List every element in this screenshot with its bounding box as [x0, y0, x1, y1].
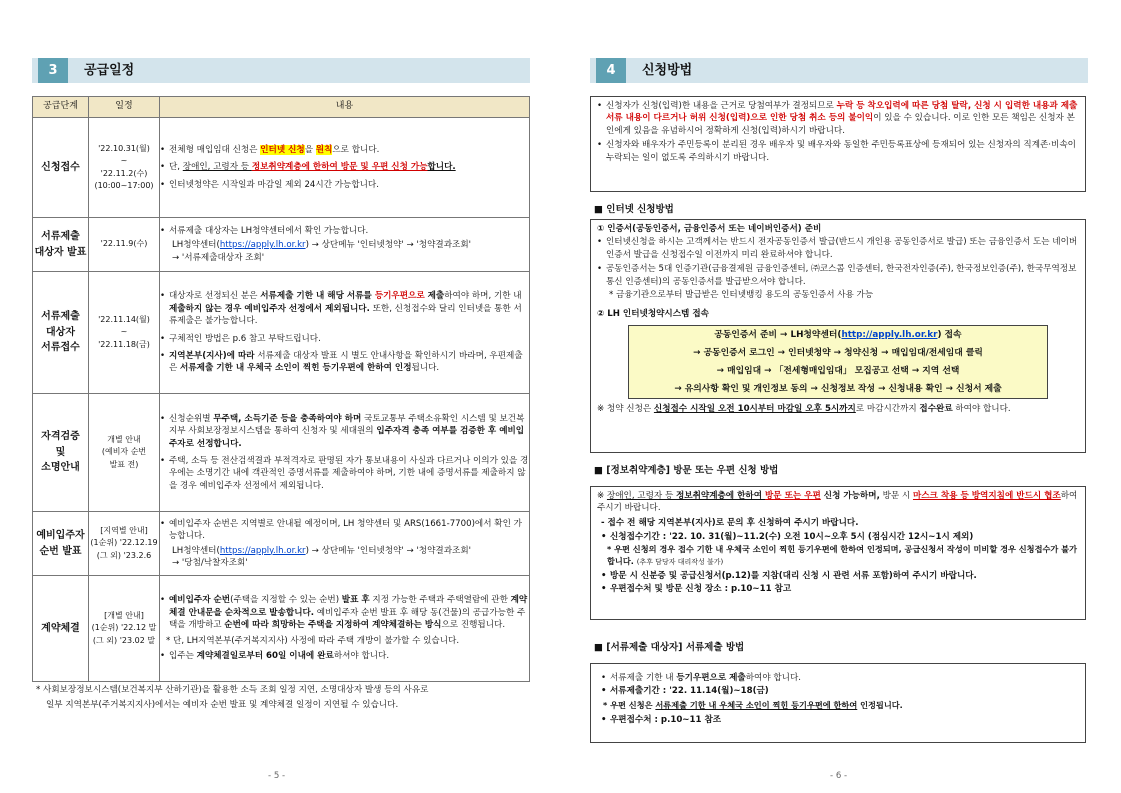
list-item: • 신청접수기간 : '22. 10. 31(월)~11.2(수) 오전 10시~오후 5시 (점심시간 12시~1시 제외)	[601, 531, 1079, 543]
list-item: • 신청자와 배우자가 주민등록이 분리된 경우 배우자 및 배우자와 동일한 주민등록표상에 등재되어 있는 신청자의 직계존·비속이 누락되는 일이 없도록 주의하시기 바랍니다.	[597, 139, 1079, 164]
date-text: (그 외) '23.2.6	[96, 550, 152, 560]
date-text: 개별 안내	[107, 434, 141, 444]
date-text: '22.10.31(월)	[98, 143, 150, 153]
date-cell	[89, 218, 160, 272]
stage-label: 예비입주자	[36, 530, 85, 541]
list-item: • 대상자로 선정되신 분은 서류제출 기한 내 해당 서류를 등기우편으로 제출하여야 하며, 기한 내 제출하지 않는 경우 예비입주자 선정에서 제외됩니다. 또한, 신청접수와 달리 인터넷을 통한 서류제출은 불가능합니다.	[160, 290, 529, 327]
stage-label: 서류제출	[41, 311, 80, 323]
lh-link[interactable]: http://apply.lh.or.kr	[841, 330, 938, 341]
date-text: [지역별 안내]	[100, 525, 148, 535]
lh-link[interactable]: https://apply.lh.or.kr	[219, 240, 306, 251]
content-cell	[160, 272, 530, 394]
flow-line: → 유의사항 확인 및 개인정보 동의 → 신청정보 작성 → 신청내용 확인 → 신청서 제출	[674, 384, 1002, 395]
table-row	[33, 118, 530, 218]
visit-note: ※ 장애인, 고령자 등 정보취약계층에 한하여 방문 또는 우편 신청 가능하며, 방문 시 마스크 착용 등 방역지침에 반드시 협조하여 주시기 바랍니다.	[597, 491, 1078, 514]
section-title: 공급일정	[84, 63, 135, 78]
flow-line: → 공동인증서 로그인 → 인터넷청약 → 청약신청 → 매입임대/전세임대 클릭	[693, 348, 983, 359]
table-header-row	[33, 97, 530, 118]
list-item: • 인터넷신청을 하시는 고객께서는 반드시 전자공동인증서 발급(반드시 개인용 공동인증서로 발급) 또는 금융인증서 도는 네이버인증서 발급을 신청접수일 이전까지 미리 완료하셔야 합니다.	[597, 236, 1079, 261]
docs-heading: ■ [서류제출 대상자] 서류제출 방법	[594, 642, 745, 653]
table-row	[33, 512, 530, 576]
date-text: (1순위) '22.12.19	[90, 538, 158, 548]
date-text: ~	[120, 156, 128, 166]
sub-line: → '당첨/낙찰자조회'	[172, 557, 248, 568]
sub-line: → '서류제출대상자 조회'	[172, 252, 265, 263]
content-cell	[160, 394, 530, 512]
stage-cell	[33, 512, 89, 576]
stage-label: 및	[55, 446, 66, 458]
stage-cell	[33, 118, 89, 218]
visit-line: - 접수 전 해당 지역본부(지사)로 문의 후 신청하여 주시기 바랍니다.	[601, 517, 859, 528]
date-text: ~	[120, 327, 128, 337]
date-text: '22.11.9(수)	[100, 239, 148, 249]
flow-line: 공동인증서 준비 → LH청약센터(http://apply.lh.or.kr) 접속	[714, 330, 962, 341]
deadline-note: ※ 청약 신청은 신청접수 시작일 오전 10시부터 마감일 오후 5시까지로 마감시간까지 접수완료 하여야 합니다.	[597, 404, 1011, 415]
schedule-table	[32, 96, 530, 682]
sub-line: LH청약센터(https://apply.lh.or.kr) → 상단메뉴 '인터넷청약' → '청약결과조회'	[172, 545, 471, 556]
stage-cell	[33, 218, 89, 272]
list-item: • 우편접수처 및 방문 신청 장소 : p.10~11 참고	[601, 583, 1079, 595]
date-cell	[89, 394, 160, 512]
date-cell	[89, 272, 160, 394]
col-header: 일정	[89, 97, 160, 118]
date-cell	[89, 118, 160, 218]
section-number: 4	[596, 58, 626, 83]
step-heading: ② LH 인터넷청약시스템 접속	[597, 308, 709, 319]
docs-line: * 우편 신청은 서류제출 기한 내 우체국 소인이 찍힌 등기우편에 한하여 인정됩니다.	[603, 699, 903, 710]
date-cell	[89, 576, 160, 682]
visit-heading: ■ [정보취약계층] 방문 또는 우편 신청 방법	[594, 465, 779, 476]
docs-box	[590, 663, 1086, 743]
date-text: (1순위) '22.12 말	[91, 623, 157, 633]
list-item: • 주택, 소득 등 전산검색결과 부적격자로 판명된 자가 통보내용이 사실과 다르거나 이의가 있을 경우에는 소명기간 내에 객관적인 증명서류를 제출하여야 하며, 기한 내에 증명서류를 제출하지 않을 경우 예비입주자 선정에서 제외됩니다.	[160, 455, 529, 492]
visit-box	[590, 486, 1086, 620]
lh-link[interactable]: https://apply.lh.or.kr	[219, 545, 306, 556]
sub-line: * 단, LH지역본부(주거복지지사) 사정에 따라 주택 개방이 불가할 수 있습니다.	[166, 635, 460, 646]
sub-note: * 금융기관으로부터 발급받은 인터넷뱅킹 용도의 공동인증서 사용 가능	[609, 290, 874, 301]
content-cell	[160, 512, 530, 576]
list-item: • 서류제출 기한 내 등기우편으로 제출하여야 합니다.	[601, 672, 1079, 684]
footnote-line: 일부 지역본부(주거복지지사)에서는 예비자 순번 발표 및 계약체결 일정이 지연될 수 있습니다.	[46, 700, 399, 711]
stage-label: 서류접수	[41, 342, 80, 354]
internet-box	[590, 219, 1086, 453]
sub-line: LH청약센터(https://apply.lh.or.kr) → 상단메뉴 '인터넷청약' → '청약결과조회'	[172, 240, 471, 251]
content-cell	[160, 118, 530, 218]
stage-label: 순번 발표	[39, 545, 82, 557]
table-row	[33, 272, 530, 394]
date-cell	[89, 512, 160, 576]
date-text: [개별 안내]	[104, 610, 144, 620]
flow-box	[628, 325, 1048, 399]
date-text: '22.11.2(수)	[100, 168, 148, 178]
date-text: (예비자 순번	[101, 447, 147, 457]
stage-cell	[33, 394, 89, 512]
content-cell	[160, 576, 530, 682]
date-text: (10:00~17:00)	[94, 180, 154, 190]
section-title: 신청방법	[642, 63, 693, 78]
list-item: • 서류제출기간 : '22. 11.14(월)~18(금)	[601, 685, 1079, 697]
table-row	[33, 394, 530, 512]
footnote	[36, 683, 530, 713]
col-header: 내용	[160, 97, 530, 118]
internet-heading: ■ 인터넷 신청방법	[594, 204, 674, 215]
list-item: • 서류제출 대상자는 LH청약센터에서 확인 가능합니다.	[160, 225, 529, 237]
table-row	[33, 576, 530, 682]
table-row	[33, 218, 530, 272]
list-item: • 예비입주자 순번은 지역별로 안내될 예정이며, LH 청약센터 및 ARS(1661-7700)에서 확인 가능합니다.	[160, 518, 529, 543]
col-header: 공급단계	[33, 97, 89, 118]
list-item: • 지역본부(지사)에 따라 서류제출 대상자 발표 시 별도 안내사항을 확인하시기 바라며, 우편제출은 서류제출 기한 내 우체국 소인이 찍힌 등기우편에 한하여 인정됩니다.	[160, 350, 529, 375]
list-item: • 우편접수처 : p.10~11 참조	[601, 714, 1079, 726]
stage-label: 자격검증	[41, 431, 80, 443]
list-item: • 입주는 계약체결일로부터 60일 이내에 완료하셔야 합니다.	[160, 650, 529, 662]
intro-box	[590, 96, 1086, 192]
list-item: • 구체적인 방법은 p.6 참고 부탁드립니다.	[160, 333, 529, 345]
visit-line: * 우편 신청의 경우 접수 기한 내 우체국 소인이 찍힌 등기우편에 한하여 인정되며, 공급신청서 작성이 미비할 경우 신청접수가 불가합니다. (추후 담당자 대리작성 불가)	[607, 543, 1077, 566]
date-text: '22.11.14(월)	[98, 314, 150, 324]
list-item: • 방문 시 신분증 및 공급신청서(p.12)를 지참(대리 신청 시 관련 서류 포함)하여 주시기 바랍니다.	[601, 570, 1079, 582]
list-item: • 단, 장애인, 고령자 등 정보취약계층에 한하여 방문 및 우편 신청 가능합니다.	[160, 161, 529, 173]
date-text: '22.11.18(금)	[98, 339, 150, 349]
stage-label: 대상자 발표	[34, 246, 87, 258]
step-heading: ① 인증서(공동인증서, 금융인증서 또는 네이버인증서) 준비	[597, 224, 822, 234]
stage-cell	[33, 576, 89, 682]
flow-line: → 매입임대 → 「전세형매입임대」 모집공고 선택 → 지역 선택	[716, 366, 960, 377]
section-number: 3	[38, 58, 68, 83]
stage-label: 계약체결	[41, 622, 80, 634]
list-item: • 전체형 매입임대 신청은 인터넷 신청을 원칙으로 합니다.	[160, 144, 529, 156]
page-number: - 5 -	[268, 771, 286, 781]
stage-label: 서류제출	[41, 231, 80, 242]
list-item: • 신청자가 신청(입력)한 내용을 근거로 당첨여부가 결정되므로 누락 등 착오입력에 따른 당첨 탈락, 신청 시 입력한 내용과 제출서류 내용이 다르거나 허위 신청(입력)으로 인한 당첨 취소 등의 불이익이 있을 수 있습니다. 이로 인한 모든 책임은 신청자 본인에게 있음을 유념하시어 정확하게 신청(입력)하시기 바랍니다.	[597, 100, 1079, 137]
section-header-method	[590, 58, 1088, 83]
date-text: 발표 전)	[109, 459, 139, 469]
stage-cell	[33, 272, 89, 394]
section-header-schedule	[32, 58, 530, 83]
stage-label: 소명안내	[41, 462, 80, 474]
content-cell	[160, 218, 530, 272]
page-number: - 6 -	[830, 771, 848, 781]
stage-label: 대상자	[46, 326, 75, 338]
list-item: • 공동인증서는 5대 인증기관(금융결제원 금융인증센터, ㈜코스콤 인증센터, 한국전자인증(주), 한국정보인증(주), 한국무역정보통신 인증센터)의 공동인증서를 발급받으셔야 합니다.	[597, 263, 1079, 288]
list-item: • 신청순위별 무주택, 소득기준 등을 충족하여야 하며 국토교통부 주택소유확인 시스템 및 보건복지부 사회보장정보시스템을 통하여 신청자 및 세대원의 입주자격 충족 여부를 검증한 후 예비입주자로 선정합니다.	[160, 413, 529, 450]
stage-label: 신청접수	[41, 161, 80, 173]
date-text: (그 외) '23.02 말	[92, 635, 156, 645]
footnote-line: * 사회보장정보시스템(보건복지부 산하기관)을 활용한 소득 조회 일정 지연, 소명대상자 발생 등의 사유로	[36, 685, 429, 695]
list-item: • 인터넷청약은 시작일과 마감일 제외 24시간 가능합니다.	[160, 179, 529, 191]
list-item: • 예비입주자 순번(주택을 지정할 수 있는 순번) 발표 후 지정 가능한 주택과 주택열람에 관한 계약체결 안내문을 순차적으로 발송합니다. 예비입주자 순번 발표 후 해당 동(건물)의 공급가능한 주택을 개방하고 순번에 따라 희망하는 주택을 지정하여 계약체결하는 방식으로 진행됩니다.	[160, 594, 529, 631]
